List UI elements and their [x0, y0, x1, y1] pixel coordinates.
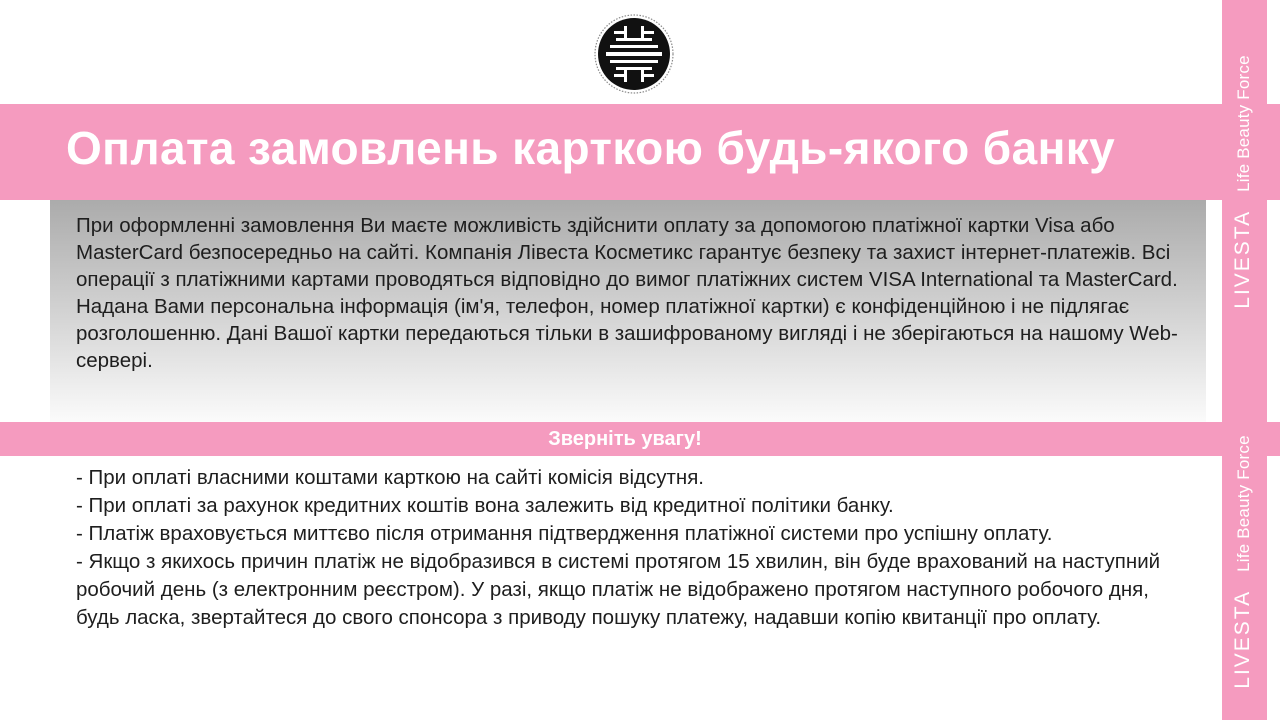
side-brand: LIVESTA: [1231, 209, 1254, 309]
notice-list: [76, 464, 1196, 632]
side-slogan: Life Beauty Force: [1234, 435, 1253, 572]
intro-paragraph: Надана Вами персональна інформація (ім'я, телефон, номер платіжної картки) є конфіденційною і не підлягає розголошенню. Дані Вашої картки передаються тільки в зашифрованому вигляді і не зберігаються на нашому Web-сервері.: [76, 295, 1178, 372]
livesta-emblem-icon: [594, 14, 674, 94]
intro-paragraph: При оформленні замовлення Ви маєте можливість здійснити оплату за допомогою платіжної картки Visa або MasterCard безпосередньо на сайті. Компанія Лівеста Косметикс гарантує безпеку та захист інтернет-платежів. Всі операції з платіжними картами проводяться відповідно до вимог платіжних систем VISA International та MasterCard.: [76, 214, 1178, 291]
list-item: - Якщо з якихось причин платіж не відобразився в системі протягом 15 хвилин, він буде врахований на наступний робочий день (з електронним реєстром). У разі, якщо платіж не відображено протягом наступного робочого дня, будь ласка, звертайтеся до свого спонсора з приводу пошуку платежу, надавши копію квитанції про оплату.: [76, 550, 1161, 629]
list-item: - При оплаті за рахунок кредитних коштів вона залежить від кредитної політики банку.: [76, 494, 894, 517]
page-title: Оплата замовлень карткою будь-якого банку: [66, 122, 1116, 174]
notice-title: Зверніть увагу!: [548, 428, 702, 450]
side-slogan: Life Beauty Force: [1234, 55, 1253, 192]
list-item: - При оплаті власними коштами карткою на сайті комісія відсутня.: [76, 466, 705, 489]
list-item: - Платіж враховується миттєво після отримання підтвердження платіжної системи про успішну оплату.: [76, 522, 1053, 545]
side-brand: LIVESTA: [1231, 589, 1254, 689]
intro-text: [76, 212, 1196, 374]
